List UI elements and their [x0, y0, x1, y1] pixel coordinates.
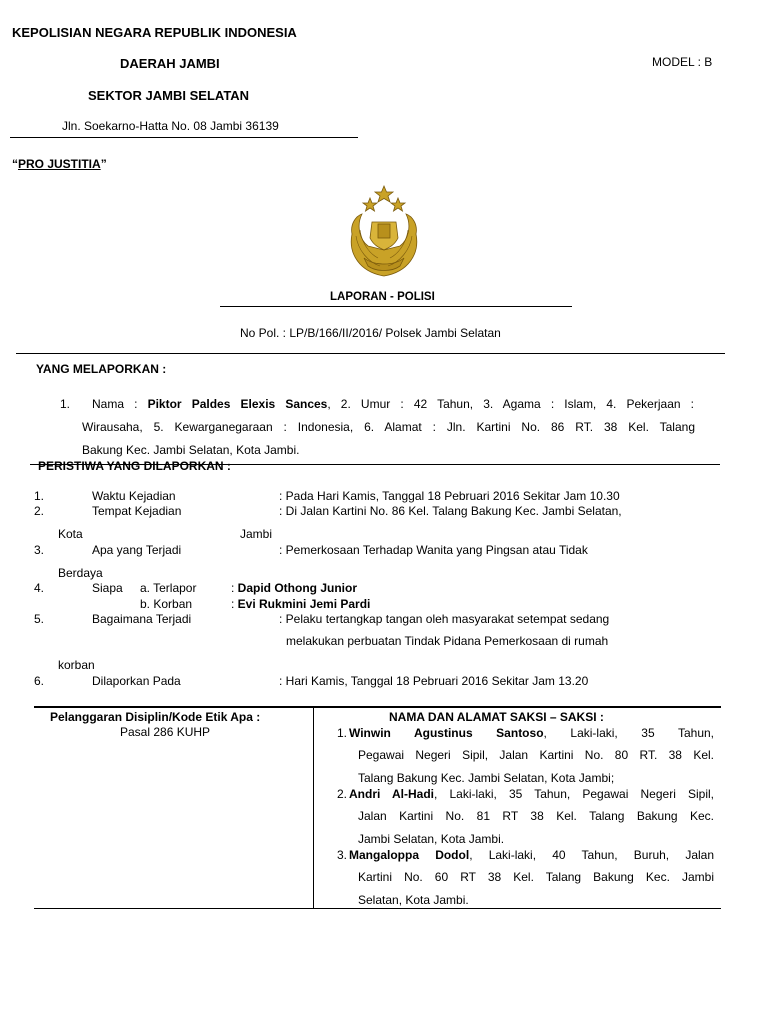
reporter-line-2: Wirausaha, 5. Kewarganegaraan : Indonesia, 6. Alamat : Jln. Kartini No. 86 RT. 38 Kel. Talang: [82, 420, 695, 434]
header-line-3: SEKTOR JAMBI SELATAN: [88, 88, 250, 103]
incident-val-4a: : Dapid Othong Junior: [231, 581, 357, 595]
witness-1-line-3: Talang Bakung Kec. Jambi Selatan, Kota Jambi;: [358, 771, 615, 785]
incident-label-3: Apa yang Terjadi: [92, 543, 182, 557]
incident-value-2: : Di Jalan Kartini No. 86 Kel. Talang Bakung Kec. Jambi Selatan,: [279, 504, 622, 518]
witness-1-line-1: Winwin Agustinus Santoso, Laki-laki, 35 Tahun,: [349, 726, 714, 740]
incident-label-1: Waktu Kejadian: [92, 489, 176, 503]
witness-num-3: 3.: [337, 848, 348, 862]
witness-2-line-3: Jambi Selatan, Kota Jambi.: [358, 832, 505, 846]
incident-cont-5: korban: [58, 658, 95, 672]
police-emblem-icon: [334, 184, 434, 284]
incident-label-4: Siapa: [92, 581, 123, 595]
witness-num-1: 1.: [337, 726, 348, 740]
incident-value-5b: melakukan perbuatan Tindak Pidana Pemerkosaan di rumah: [286, 634, 609, 648]
incident-value-6: : Hari Kamis, Tanggal 18 Pebruari 2016 Sekitar Jam 13.20: [279, 674, 589, 688]
witness-2-line-2: Jalan Kartini No. 81 RT 38 Kel. Talang Bakung Kec.: [358, 809, 714, 823]
witness-num-2: 2.: [337, 787, 348, 801]
report-title: LAPORAN - POLISI: [330, 291, 435, 303]
header-line-2: DAERAH JAMBI: [120, 56, 220, 71]
pro-justitia: “PRO JUSTITIA”: [12, 157, 107, 171]
incident-label-5: Bagaimana Terjadi: [92, 612, 192, 626]
incident-label-6: Dilaporkan Pada: [92, 674, 181, 688]
witness-1-line-2: Pegawai Negeri Sipil, Jalan Kartini No. 80 RT. 38 Kel.: [358, 748, 714, 762]
incident-sub-4a: a. Terlapor: [140, 581, 197, 595]
table-bottom-border: [34, 908, 721, 909]
header-line-1: KEPOLISIAN NEGARA REPUBLIK INDONESIA: [12, 25, 297, 40]
witness-3-line-2: Kartini No. 60 RT 38 Kel. Talang Bakung Kec. Jambi: [358, 870, 714, 884]
incident-value-1: : Pada Hari Kamis, Tanggal 18 Pebruari 2016 Sekitar Jam 10.30: [279, 489, 620, 503]
incident-num-3: 3.: [34, 543, 45, 557]
incident-heading: PERISTIWA YANG DILAPORKAN :: [38, 459, 231, 473]
violation-heading: Pelanggaran Disiplin/Kode Etik Apa :: [50, 710, 261, 724]
incident-val-4b: : Evi Rukmini Jemi Pardi: [231, 597, 371, 611]
reporter-num: 1.: [60, 397, 71, 411]
incident-num-4: 4.: [34, 581, 45, 595]
incident-value-5: : Pelaku tertangkap tangan oleh masyarakat setempat sedang: [279, 612, 610, 626]
incident-cont-2a: Kota: [58, 527, 83, 541]
incident-num-6: 6.: [34, 674, 45, 688]
section-divider-top: [16, 353, 725, 354]
incident-num-1: 1.: [34, 489, 45, 503]
violation-value: Pasal 286 KUHP: [120, 725, 211, 739]
incident-label-2: Tempat Kejadian: [92, 504, 182, 518]
incident-sub-4b: b. Korban: [140, 597, 193, 611]
reporter-line-3: Bakung Kec. Jambi Selatan, Kota Jambi.: [82, 443, 300, 457]
incident-cont-3: Berdaya: [58, 566, 103, 580]
incident-cont-2b: Jambi: [240, 527, 273, 541]
report-number: No Pol. : LP/B/166/II/2016/ Polsek Jambi Selatan: [240, 326, 501, 340]
witnesses-heading: NAMA DAN ALAMAT SAKSI – SAKSI :: [389, 710, 604, 724]
incident-value-3: : Pemerkosaan Terhadap Wanita yang Pingsan atau Tidak: [279, 543, 588, 557]
witness-3-line-1: Mangaloppa Dodol, Laki-laki, 40 Tahun, Buruh, Jalan: [349, 848, 715, 862]
witness-3-line-3: Selatan, Kota Jambi.: [358, 893, 469, 907]
table-top-border: [34, 706, 721, 708]
header-address: Jln. Soekarno-Hatta No. 08 Jambi 36139: [62, 119, 279, 133]
reporter-line-1: Nama : Piktor Paldes Elexis Sances, 2. Umur : 42 Tahun, 3. Agama : Islam, 4. Pekerjaan :: [92, 397, 694, 411]
witness-2-line-1: Andri Al-Hadi, Laki-laki, 35 Tahun, Pegawai Negeri Sipil,: [349, 787, 714, 801]
reporter-heading: YANG MELAPORKAN :: [36, 362, 167, 376]
incident-num-2: 2.: [34, 504, 45, 518]
header-divider: [10, 137, 358, 138]
model-label: MODEL : B: [652, 55, 713, 69]
table-column-divider: [313, 707, 314, 908]
report-title-underline: [220, 306, 572, 307]
incident-num-5: 5.: [34, 612, 45, 626]
